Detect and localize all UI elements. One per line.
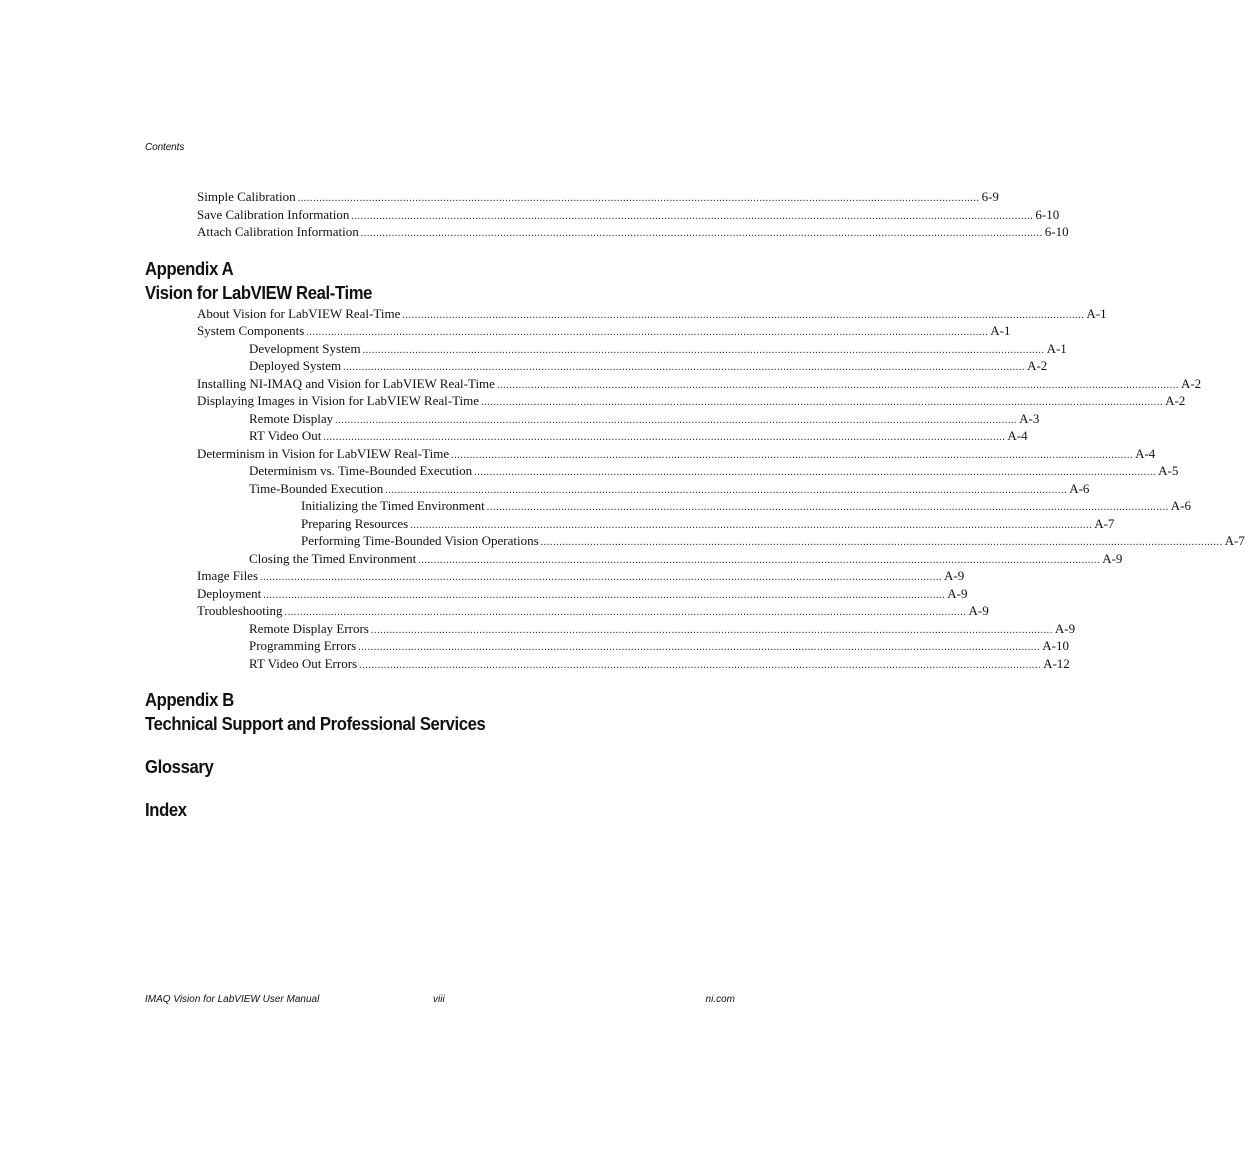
toc-entry-page: A-10: [1042, 638, 1069, 653]
toc-entry[interactable]: [145, 392, 1186, 410]
toc-entry-page: A-9: [1054, 620, 1076, 636]
toc-entry-title: Save Calibration Information: [197, 206, 350, 222]
toc-dot-leader: ............................................................................................................................................................................................................................: [263, 589, 946, 601]
toc-dot-leader: ............................................................................................................................................................................................................................: [335, 414, 1018, 426]
footer-page-number: viii: [433, 994, 445, 1005]
toc-entry[interactable]: [145, 567, 965, 585]
toc-entry-title: Closing the Timed Environment: [249, 550, 417, 566]
toc-dot-leader: ............................................................................................................................................................................................................................: [496, 379, 1179, 391]
footer-manual-title: IMAQ Vision for LabVIEW User Manual: [145, 994, 320, 1005]
toc-dot-leader: ............................................................................................................................................................................................................................: [486, 502, 1169, 513]
toc-entry-page: A-6: [1069, 480, 1090, 496]
toc-dot-leader: ............................................................................................................................................................................................................................: [474, 467, 1157, 478]
toc-entry-page: A-9: [1102, 550, 1123, 566]
toc-entry-title: Programming Errors: [249, 638, 357, 653]
toc-entry-title: About Vision for LabVIEW Real-Time: [197, 305, 401, 321]
appendix-a-entries: [145, 305, 1245, 673]
toc-entry-title: Simple Calibration: [197, 189, 296, 204]
toc-dot-leader: ............................................................................................................................................................................................................................: [451, 449, 1134, 461]
toc-entry[interactable]: [145, 340, 1067, 358]
glossary-heading[interactable]: Glossary: [145, 756, 214, 777]
toc-entry[interactable]: [145, 602, 989, 620]
toc-entry[interactable]: [145, 655, 1070, 673]
toc-entry[interactable]: [145, 223, 1069, 241]
toc-entry[interactable]: [145, 637, 1069, 655]
toc-dot-leader: ............................................................................................................................................................................................................................: [402, 309, 1085, 321]
toc-entry-page: A-9: [968, 603, 989, 618]
toc-entry-title: Attach Calibration Information: [197, 224, 359, 239]
toc-dot-leader: ............................................................................................................................................................................................................................: [418, 554, 1101, 566]
toc-entry-title: RT Video Out Errors: [249, 655, 358, 671]
toc-dot-leader: ............................................................................................................................................................................................................................: [306, 327, 989, 338]
toc-entry-title: System Components: [197, 323, 305, 338]
toc-dot-leader: ............................................................................................................................................................................................................................: [323, 432, 1006, 443]
toc-entry-page: A-12: [1043, 655, 1070, 671]
toc-entry[interactable]: [145, 550, 1123, 568]
appendix-a-section: [145, 257, 1245, 673]
index-heading[interactable]: Index: [145, 799, 187, 820]
appendix-b-title[interactable]: Technical Support and Professional Services: [145, 713, 486, 734]
toc-entry-title: Preparing Resources: [301, 515, 409, 531]
toc-dot-leader: ............................................................................................................................................................................................................................: [360, 228, 1043, 239]
toc-dot-leader: ............................................................................................................................................................................................................................: [359, 659, 1042, 671]
table-of-contents: [145, 188, 1245, 822]
running-header: Contents: [145, 142, 185, 153]
toc-entry-page: A-6: [1170, 498, 1192, 513]
toc-entry[interactable]: [145, 410, 1040, 428]
toc-dot-leader: ............................................................................................................................................................................................................................: [343, 362, 1026, 373]
toc-entry-title: Determinism in Vision for LabVIEW Real-Time: [197, 445, 450, 461]
footer-website: ni.com: [705, 994, 735, 1005]
toc-entry-title: Deployment: [197, 585, 262, 601]
appendix-a-label[interactable]: Appendix A: [145, 257, 234, 279]
appendix-b-label[interactable]: Appendix B: [145, 689, 234, 710]
toc-entry-page: A-9: [944, 568, 965, 583]
toc-entry-page: A-4: [1007, 428, 1028, 443]
toc-dot-leader: ............................................................................................................................................................................................................................: [260, 572, 943, 583]
toc-entry-title: Troubleshooting: [197, 603, 283, 618]
toc-entry[interactable]: [145, 620, 1076, 638]
toc-entry[interactable]: [145, 532, 1245, 550]
toc-entry-page: A-9: [947, 585, 968, 601]
toc-entry-page: 6-9: [981, 189, 999, 204]
toc-entry-page: A-7: [1224, 533, 1245, 548]
toc-entry[interactable]: [145, 515, 1115, 533]
toc-entry[interactable]: [145, 445, 1156, 463]
toc-entry-title: Development System: [249, 340, 361, 356]
toc-entry-title: RT Video Out: [249, 428, 322, 443]
toc-entry-title: Deployed System: [249, 358, 342, 373]
toc-entry[interactable]: [145, 375, 1202, 393]
toc-entry-title: Remote Display Errors: [249, 620, 369, 636]
toc-entry-page: A-3: [1019, 410, 1040, 426]
toc-entry-page: A-1: [1086, 305, 1107, 321]
toc-entry[interactable]: [145, 462, 1179, 480]
appendix-a-title[interactable]: Vision for LabVIEW Real-Time: [145, 281, 373, 303]
toc-entry[interactable]: [145, 322, 1011, 340]
toc-entry[interactable]: [145, 188, 999, 206]
toc-entry-title: Initializing the Timed Environment: [301, 498, 485, 513]
toc-entry[interactable]: [145, 206, 1060, 224]
toc-entry-page: 6-10: [1044, 224, 1069, 239]
toc-entry[interactable]: [145, 305, 1107, 323]
toc-dot-leader: ............................................................................................................................................................................................................................: [410, 519, 1093, 531]
toc-entry[interactable]: [145, 585, 968, 603]
toc-entry[interactable]: [145, 427, 1028, 445]
toc-entry-page: A-1: [990, 323, 1011, 338]
toc-entry[interactable]: [145, 497, 1192, 515]
toc-dot-leader: ............................................................................................................................................................................................................................: [358, 642, 1041, 653]
toc-entry-title: Time-Bounded Execution: [249, 480, 384, 496]
appendix-b-section: [145, 688, 725, 736]
toc-entry-title: Performing Time-Bounded Vision Operations: [301, 533, 539, 548]
toc-entry-title: Remote Display: [249, 410, 334, 426]
toc-dot-leader: ............................................................................................................................................................................................................................: [351, 210, 1034, 222]
toc-dot-leader: ............................................................................................................................................................................................................................: [284, 607, 967, 618]
toc-entry-page: A-2: [1165, 393, 1186, 408]
toc-dot-leader: ............................................................................................................................................................................................................................: [481, 397, 1164, 408]
toc-entry-page: A-2: [1027, 358, 1048, 373]
toc-entry-title: Displaying Images in Vision for LabVIEW Real-Time: [197, 393, 480, 408]
toc-entry-page: 6-10: [1035, 206, 1060, 222]
toc-entry-page: A-2: [1180, 375, 1202, 391]
toc-entry[interactable]: [145, 357, 1048, 375]
toc-entry-page: A-7: [1094, 515, 1115, 531]
toc-dot-leader: ............................................................................................................................................................................................................................: [362, 344, 1045, 356]
toc-entry-title: Installing NI-IMAQ and Vision for LabVIEW Real-Time: [197, 375, 495, 391]
toc-entry-title: Determinism vs. Time-Bounded Execution: [249, 463, 473, 478]
toc-entry[interactable]: [145, 480, 1090, 498]
toc-entry-title: Image Files: [197, 568, 259, 583]
toc-dot-leader: ............................................................................................................................................................................................................................: [297, 193, 980, 204]
toc-dot-leader: ............................................................................................................................................................................................................................: [370, 624, 1053, 636]
toc-dot-leader: ............................................................................................................................................................................................................................: [540, 537, 1223, 548]
toc-entry-page: A-1: [1046, 340, 1067, 356]
toc-dot-leader: ............................................................................................................................................................................................................................: [385, 484, 1068, 496]
toc-top-entries: [145, 188, 1069, 241]
toc-entry-page: A-4: [1135, 445, 1156, 461]
toc-entry-page: A-5: [1158, 463, 1179, 478]
